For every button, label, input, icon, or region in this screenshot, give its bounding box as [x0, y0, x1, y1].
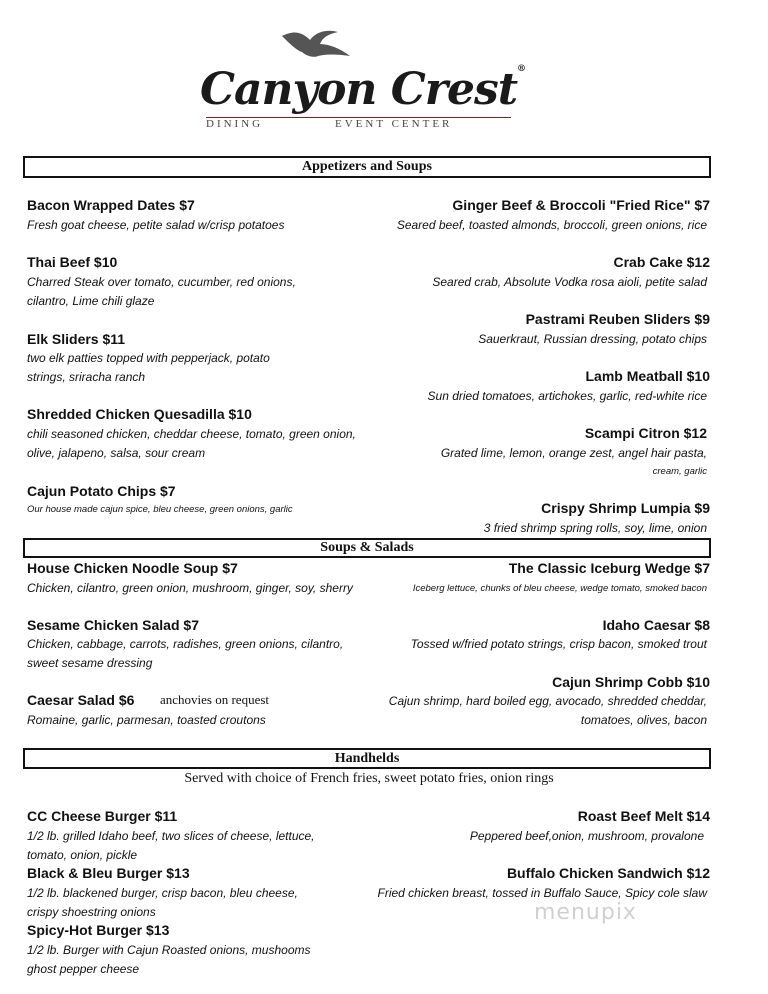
- handhelds-note: Served with choice of French fries, sweet potato fries, onion rings: [184, 771, 554, 786]
- section-appetizers-header: Appetizers and Soups: [23, 156, 711, 178]
- menu-item-desc: chili seasoned chicken, cheddar cheese, tomato, green onion,: [27, 427, 356, 441]
- menu-item-desc: Fresh goat cheese, petite salad w/crisp potatoes: [27, 218, 285, 232]
- watermark: menupix: [534, 900, 637, 925]
- menu-item-desc: Cajun shrimp, hard boiled egg, avocado, shredded cheddar,: [388, 694, 707, 708]
- menu-item-desc: Peppered beef,onion, mushroom, provalone: [469, 829, 704, 843]
- menu-item-name: Shredded Chicken Quesadilla $10: [27, 406, 252, 422]
- menu-item-desc: 1/2 lb. Burger with Cajun Roasted onions, mushooms: [27, 943, 311, 957]
- menu-item-name: Lamb Meatball $10: [585, 368, 710, 384]
- menu-item-desc: Grated lime, lemon, orange zest, angel hair pasta,: [440, 446, 707, 460]
- menu-item-desc: Chicken, cabbage, carrots, radishes, green onions, cilantro,: [27, 637, 344, 651]
- menu-item-desc: Charred Steak over tomato, cucumber, red onions,: [27, 275, 296, 289]
- section-handhelds-header: Handhelds: [23, 748, 711, 769]
- menu-item-desc: Sun dried tomatoes, artichokes, garlic, red-white rice: [427, 389, 707, 403]
- menu-item-name: Cajun Shrimp Cobb $10: [552, 674, 710, 690]
- logo-subtitle-left: DINING: [206, 118, 264, 130]
- menu-item-desc: 3 fried shrimp spring rolls, soy, lime, onion: [483, 521, 707, 535]
- menu-item-name: Caesar Salad $6: [27, 692, 135, 708]
- menu-item-desc: Seared crab, Absolute Vodka rosa aioli, petite salad: [432, 275, 707, 289]
- menu-item-name: Elk Sliders $11: [27, 331, 126, 347]
- menu-item-name: Crab Cake $12: [613, 254, 710, 270]
- menu-item-name: Black & Bleu Burger $13: [27, 865, 190, 881]
- menu-item-desc: sweet sesame dressing: [27, 656, 153, 670]
- menu-item-desc: cream, garlic: [652, 466, 707, 477]
- menu-item-desc: Fried chicken breast, tossed in Buffalo Sauce, Spicy cole slaw: [377, 886, 707, 900]
- menu-item-name: Buffalo Chicken Sandwich $12: [506, 865, 710, 881]
- menu-item-name: Idaho Caesar $8: [602, 617, 710, 633]
- menu-item-name: Scampi Citron $12: [584, 425, 707, 441]
- menu-item-desc: tomatoes, olives, bacon: [580, 713, 707, 727]
- menu-item-desc: strings, sriracha ranch: [27, 370, 146, 384]
- menu-item-desc: Seared beef, toasted almonds, broccoli, green onions, rice: [396, 218, 707, 232]
- eagle-logo-icon: [280, 26, 352, 64]
- menu-item-note: anchovies on request: [160, 692, 270, 707]
- menu-item-name: Bacon Wrapped Dates $7: [27, 197, 195, 213]
- section-soups-salads-header: Soups & Salads: [23, 538, 711, 558]
- menu-item-desc: cilantro, Lime chili glaze: [27, 294, 155, 308]
- menu-item-name: Crispy Shrimp Lumpia $9: [541, 500, 710, 516]
- menu-item-name: Pastrami Reuben Sliders $9: [525, 311, 710, 327]
- logo-wordmark: Canyon Crest®: [200, 64, 526, 115]
- menu-item-desc: two elk patties topped with pepperjack, potato: [27, 351, 270, 365]
- menu-item-desc: Chicken, cilantro, green onion, mushroom, ginger, soy, sherry: [27, 581, 353, 595]
- menu-item-desc: ghost pepper cheese: [27, 962, 140, 976]
- menu-item-name: Sesame Chicken Salad $7: [27, 617, 199, 633]
- menu-item-desc: olive, jalapeno, salsa, sour cream: [27, 446, 206, 460]
- menu-item-name: Roast Beef Melt $14: [577, 808, 710, 824]
- menu-item-name: The Classic Iceburg Wedge $7: [508, 560, 710, 576]
- menu-item-desc: Sauerkraut, Russian dressing, potato chips: [478, 332, 707, 346]
- menu-item-name: House Chicken Noodle Soup $7: [27, 560, 238, 576]
- menu-item-desc: 1/2 lb. grilled Idaho beef, two slices of cheese, lettuce,: [27, 829, 315, 843]
- menu-item-name: Ginger Beef & Broccoli "Fried Rice" $7: [452, 197, 710, 213]
- menu-item-desc: crispy shoestring onions: [27, 905, 156, 919]
- menu-item-desc: tomato, onion, pickle: [27, 848, 138, 862]
- menu-item-name: Spicy-Hot Burger $13: [27, 922, 170, 938]
- menu-item-desc: Our house made cajun spice, bleu cheese, green onions, garlic: [27, 504, 293, 515]
- menu-item-name: Cajun Potato Chips $7: [27, 483, 176, 499]
- menu-item-name: CC Cheese Burger $11: [27, 808, 178, 824]
- menu-item-desc: 1/2 lb. blackened burger, crisp bacon, bleu cheese,: [27, 886, 298, 900]
- menu-item-desc: Romaine, garlic, parmesan, toasted croutons: [27, 713, 266, 727]
- menu-item-desc: Tossed w/fried potato strings, crisp bacon, smoked trout: [410, 637, 707, 651]
- menu-item-name: Thai Beef $10: [27, 254, 118, 270]
- logo-subtitle-right: EVENT CENTER: [335, 118, 453, 130]
- menu-item-desc: Iceberg lettuce, chunks of bleu cheese, wedge tomato, smoked bacon: [412, 583, 707, 594]
